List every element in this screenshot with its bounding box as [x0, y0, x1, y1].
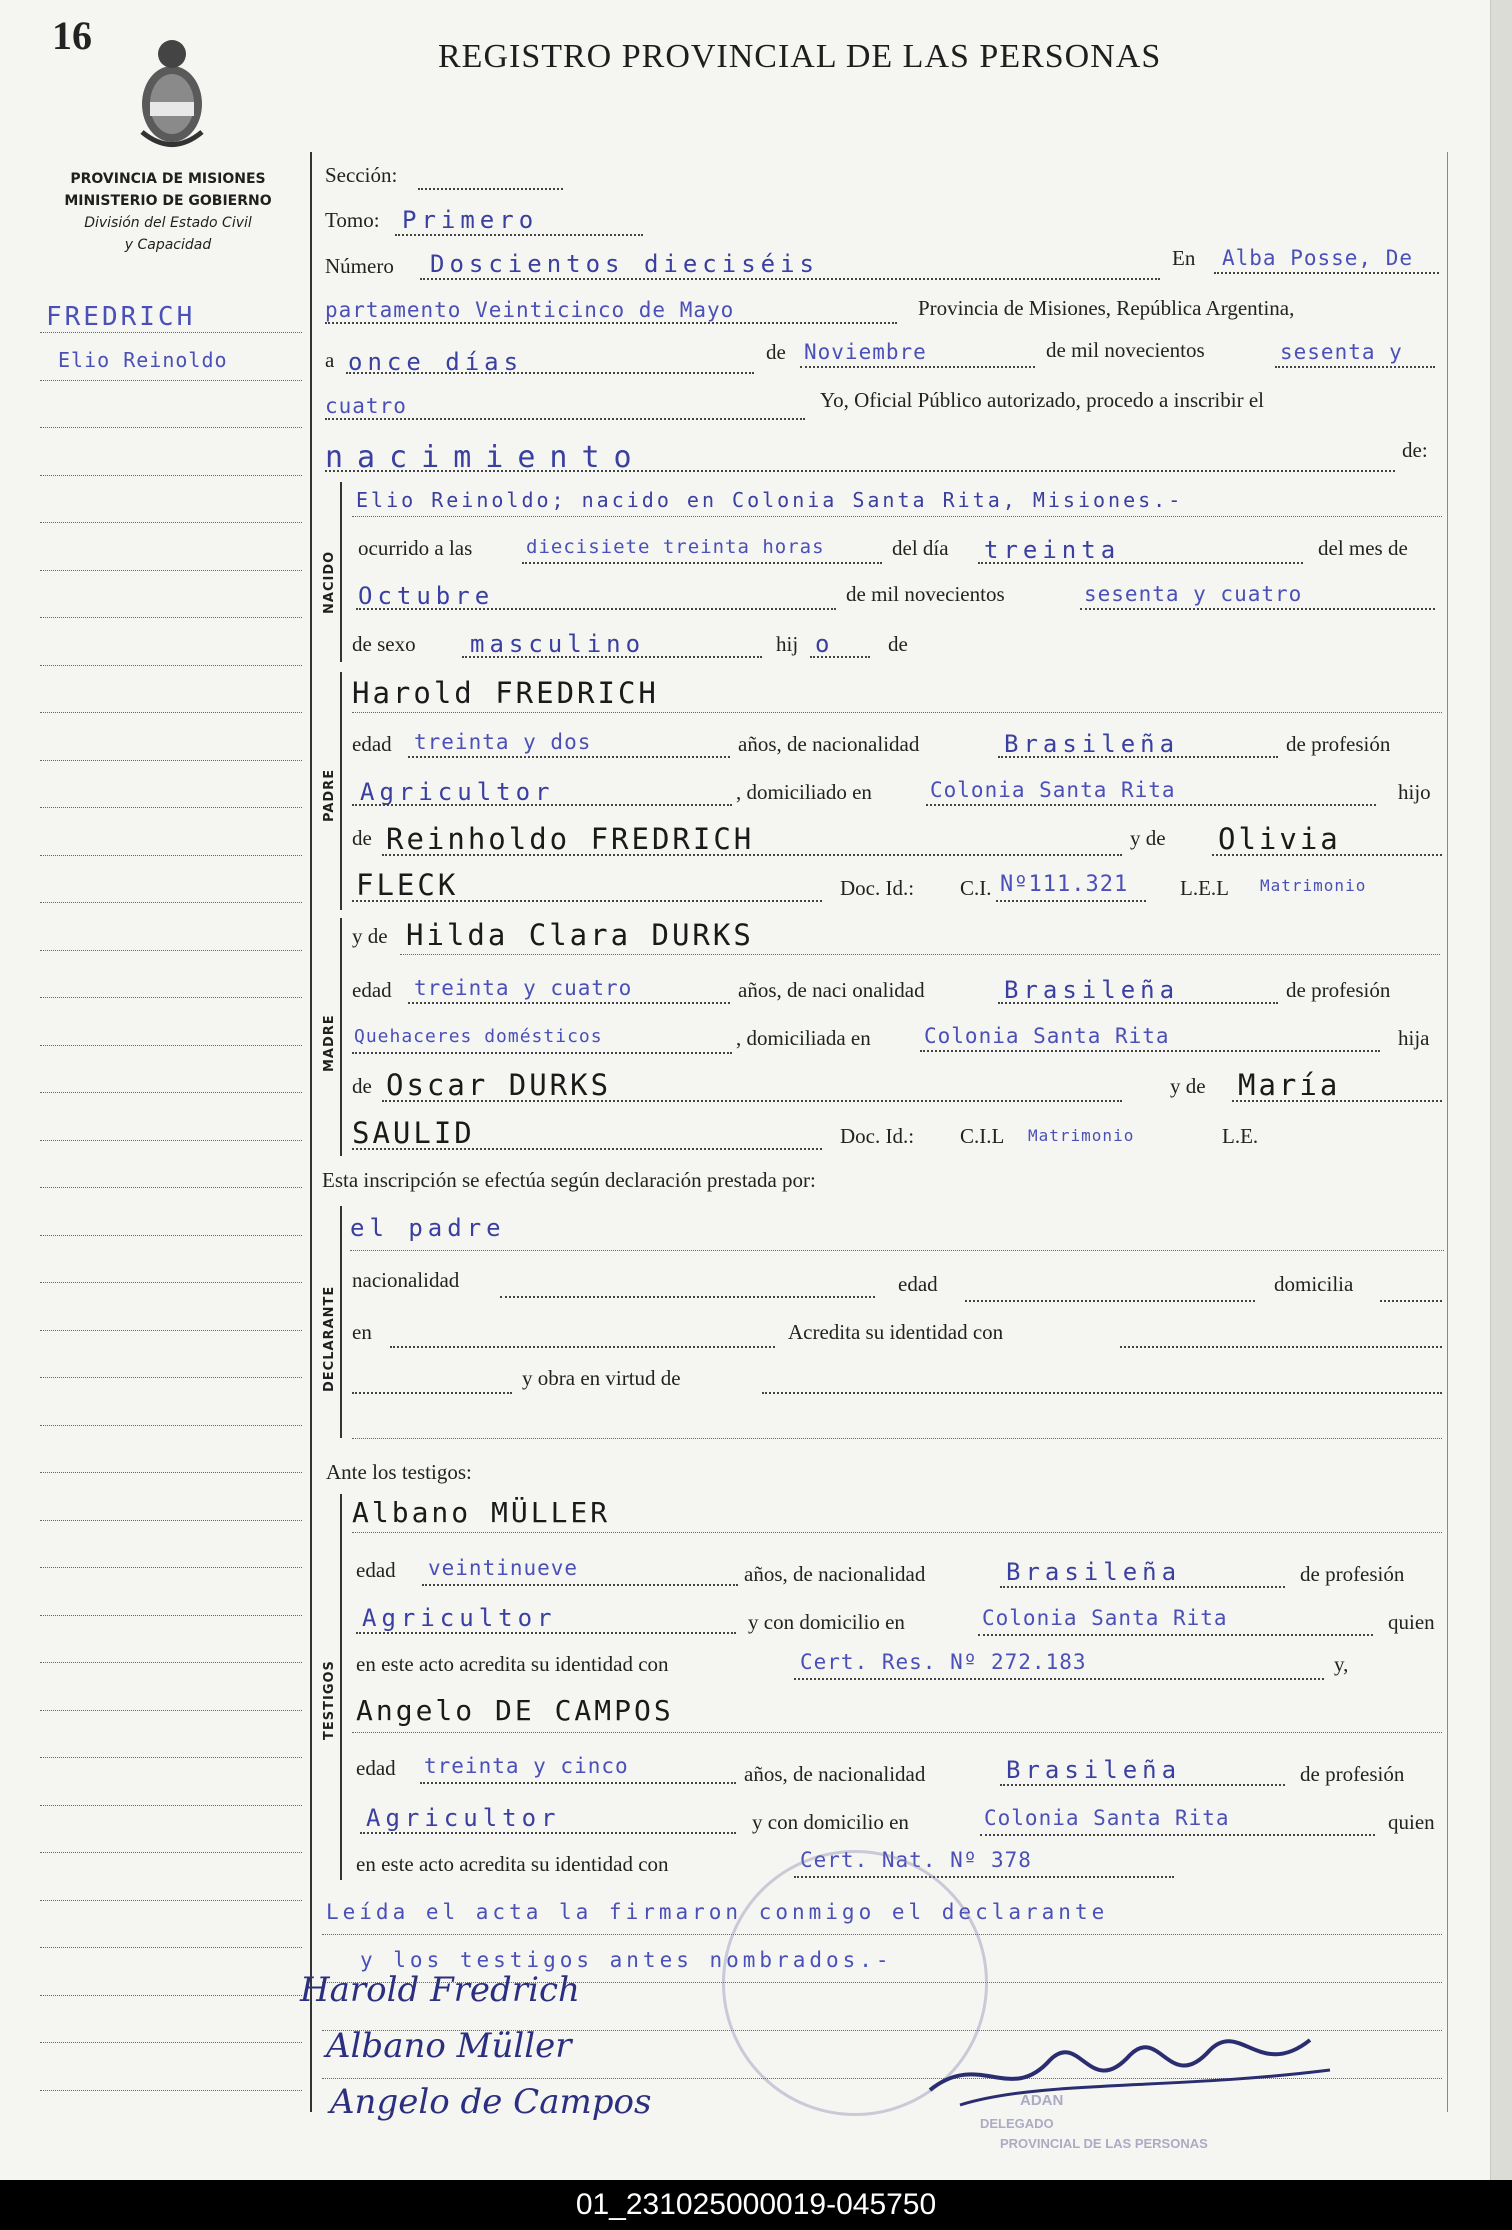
testigo2-nombre-line — [352, 1732, 1442, 1733]
departamento-field — [325, 322, 897, 324]
madre-hija-label: hija — [1398, 1026, 1430, 1050]
sexo-field — [462, 656, 762, 658]
stamp-office: PROVINCIAL DE LAS PERSONAS — [1000, 2136, 1208, 2151]
abuela-m-field-2 — [352, 1148, 822, 1150]
testigo1-prof-label: de profesión — [1300, 1562, 1405, 1586]
tomo-label: Tomo: — [325, 208, 380, 232]
margin-ruled-line — [40, 617, 302, 618]
signature-witness-2: Angelo de Campos — [330, 2082, 652, 2122]
decl-domicilia-field — [1380, 1300, 1442, 1302]
de-mil-label: de mil novecientos — [1046, 338, 1205, 362]
margin-ruled-line — [40, 997, 302, 998]
departamento-value: partamento Veinticinco de Mayo — [325, 298, 735, 322]
margin-ruled-line — [40, 1425, 302, 1426]
margin-ruled-line — [40, 1852, 302, 1853]
margin-ruled-line — [40, 1377, 302, 1378]
right-border-line — [1447, 152, 1448, 2112]
testigo2-dom-value: Colonia Santa Rita — [984, 1806, 1230, 1830]
margin-ruled-line — [40, 1805, 302, 1806]
abuelo-p-value: Reinholdo FREDRICH — [386, 822, 755, 856]
de-mil2-label: de mil novecientos — [846, 582, 1005, 606]
testigo2-nombre: Angelo DE CAMPOS — [356, 1694, 674, 1727]
mes-field — [800, 366, 1035, 368]
abuela-p-value-1: Olivia — [1218, 822, 1341, 856]
declarante-value: el padre — [350, 1214, 506, 1242]
margin-ruled-line — [40, 570, 302, 571]
testigo1-doc-value: Cert. Res. Nº 272.183 — [800, 1650, 1087, 1674]
hora-value: diecisiete treinta horas — [526, 536, 825, 558]
decl-obra-label: y obra en virtud de — [522, 1366, 681, 1390]
abuela-p-value-2: FLECK — [356, 868, 459, 902]
testigo1-nac-field — [1000, 1586, 1285, 1588]
testigos-side-label: TESTIGOS — [322, 1660, 337, 1740]
testigos-bracket — [340, 1494, 342, 1880]
testigo1-y-label: y, — [1334, 1652, 1349, 1676]
madre-le-label: L.E. — [1222, 1124, 1259, 1148]
testigo1-edad-field — [422, 1584, 738, 1586]
testigo1-edad-value: veintinueve — [428, 1556, 579, 1580]
padre-side-label: PADRE — [322, 768, 337, 822]
coat-of-arms-icon — [130, 32, 214, 152]
margin-ruled-line — [40, 712, 302, 713]
sexo-value: masculino — [470, 630, 646, 658]
testigo2-prof-value: Agricultor — [366, 1804, 561, 1832]
decl-acredita-field — [1120, 1346, 1442, 1348]
tomo-value: Primero — [402, 206, 539, 234]
testigo1-acredita-label: en este acto acredita su identidad con — [356, 1652, 669, 1676]
decl-nacionalidad-label: nacionalidad — [352, 1268, 460, 1292]
decl-en-label: en — [352, 1320, 372, 1344]
margin-given-names: Elio Reinoldo — [58, 348, 228, 372]
abuela-m-field-1 — [1232, 1100, 1442, 1102]
margin-ruled-line — [40, 1757, 302, 1758]
testigo2-edad-field — [420, 1782, 736, 1784]
madre-prof-field — [352, 1052, 732, 1054]
mes-nac-field — [356, 608, 836, 610]
lugar-value: Alba Posse, De — [1222, 246, 1414, 270]
padre-ci-field — [996, 900, 1146, 902]
margin-ruled-line — [40, 1140, 302, 1141]
padre-edad-field — [408, 756, 730, 758]
testigo2-dom-label: y con domicilio en — [752, 1810, 909, 1834]
hijo-suffix: o — [815, 630, 835, 658]
abuelo-p-de-label: de — [352, 826, 372, 850]
padre-ci-value: Nº111.321 — [1000, 872, 1129, 897]
testigo2-acredita-label: en este acto acredita su identidad con — [356, 1852, 669, 1876]
margin-ruled-line — [40, 1947, 302, 1948]
stamp-name: ADAN — [1020, 2092, 1064, 2109]
margin-ruled-line — [40, 522, 302, 523]
margin-ruled-line — [40, 1995, 302, 1996]
padre-lel-value: Matrimonio — [1260, 876, 1367, 895]
decl-acredita-label: Acredita su identidad con — [788, 1320, 1004, 1344]
header-line: PROVINCIA DE MISIONES — [70, 171, 266, 187]
margin-ruled-line — [40, 2090, 302, 2091]
decl-obra-field — [762, 1392, 1442, 1394]
image-footer: 01_231025000019-045750 — [0, 2180, 1512, 2230]
padre-prof-field — [352, 804, 732, 806]
padre-prof-value: Agricultor — [360, 778, 555, 806]
madre-prof-value: Quehaceres domésticos — [354, 1026, 603, 1047]
acto-field — [325, 470, 1395, 472]
testigo1-edad-label: edad — [356, 1558, 396, 1582]
testigo1-anos-label: años, de nacionalidad — [744, 1562, 926, 1586]
declarante-bottom-line — [352, 1438, 1442, 1439]
abuelo-m-de-label: de — [352, 1074, 372, 1098]
seccion-field — [418, 188, 563, 190]
testigo1-prof-value: Agricultor — [362, 1604, 557, 1632]
madre-side-label: MADRE — [322, 1014, 337, 1072]
margin-ruled-line — [40, 902, 302, 903]
padre-edad-value: treinta y dos — [414, 730, 592, 754]
de-label: de — [766, 340, 786, 364]
madre-dom-value: Colonia Santa Rita — [924, 1024, 1170, 1048]
madre-y-de2-label: y de — [1170, 1074, 1206, 1098]
del-mes-label: del mes de — [1318, 536, 1408, 560]
madre-nombre: Hilda Clara DURKS — [406, 918, 754, 952]
margin-ruled-line — [40, 1520, 302, 1521]
abuelo-p-field — [382, 854, 1122, 856]
margin-ruled-line — [40, 380, 302, 381]
margin-ruled-line — [40, 1045, 302, 1046]
nacido-nombre-line — [352, 516, 1442, 517]
madre-dom-field — [920, 1050, 1380, 1052]
nacido-side-label: NACIDO — [322, 550, 337, 614]
document-title: REGISTRO PROVINCIAL DE LAS PERSONAS — [438, 38, 1162, 75]
madre-nombre-line — [400, 954, 1440, 955]
margin-ruled-line — [40, 1662, 302, 1663]
padre-nombre: Harold FREDRICH — [352, 676, 659, 710]
padre-dom-label: , domiciliado en — [736, 780, 872, 804]
madre-y-de-label: y de — [352, 924, 388, 948]
testigo2-nac-field — [1000, 1784, 1285, 1786]
margin-ruled-line — [40, 760, 302, 761]
signature-father: Harold Fredrich — [300, 1970, 580, 2010]
testigo1-quien-label: quien — [1388, 1610, 1435, 1634]
margin-ruled-line — [40, 1187, 302, 1188]
testigo2-edad-label: edad — [356, 1756, 396, 1780]
main-border-line — [310, 152, 312, 2112]
inscripcion-text: Esta inscripción se efectúa según declaración prestada por: — [322, 1168, 816, 1192]
margin-ruled-line — [40, 475, 302, 476]
header-line: y Capacidad — [124, 237, 212, 253]
madre-nac-field — [998, 1002, 1278, 1004]
margin-ruled-line — [40, 1567, 302, 1568]
testigo2-prof-label: de profesión — [1300, 1762, 1405, 1786]
cierre-linea-2: y los testigos antes nombrados.- — [360, 1948, 893, 1972]
declarante-side-label: DECLARANTE — [322, 1285, 337, 1392]
madre-prof-label: de profesión — [1286, 978, 1391, 1002]
yo-text: Yo, Oficial Público autorizado, procedo a inscribir el — [820, 388, 1265, 412]
declarante-line — [350, 1250, 1444, 1251]
cierre-linea-1: Leída el acta la firmaron conmigo el declarante — [326, 1900, 1109, 1924]
official-signature-icon — [920, 2010, 1340, 2120]
madre-edad-value: treinta y cuatro — [414, 976, 633, 1000]
anio-value-2: cuatro — [325, 394, 407, 418]
padre-y-de-label: y de — [1130, 826, 1166, 850]
margin-ruled-line — [40, 855, 302, 856]
provincia-text: Provincia de Misiones, República Argentina, — [918, 296, 1295, 320]
padre-doc-label: Doc. Id.: — [840, 876, 915, 900]
header-line: División del Estado Civil — [84, 215, 252, 231]
padre-hijo-label: hijo — [1398, 780, 1431, 804]
testigo1-doc-field — [794, 1678, 1324, 1680]
margin-ruled-line — [40, 427, 302, 428]
de2-label: de — [888, 632, 908, 656]
padre-lel-label: L.E.L — [1180, 876, 1229, 900]
padre-prof-label: de profesión — [1286, 732, 1391, 756]
decl-nacionalidad-field — [500, 1296, 875, 1298]
abuela-m-value-1: María — [1238, 1068, 1341, 1102]
margin-ruled-line — [40, 1615, 302, 1616]
madre-cil-value: Matrimonio — [1028, 1126, 1135, 1145]
testigo2-prof-field — [360, 1832, 736, 1834]
abuelo-m-field — [382, 1100, 1122, 1102]
testigo1-nombre: Albano MÜLLER — [352, 1496, 611, 1529]
declarante-bracket — [340, 1206, 342, 1438]
testigo1-prof-field — [356, 1632, 736, 1634]
left-header — [28, 168, 308, 256]
acto-value: nacimiento — [325, 440, 646, 475]
madre-nac-value: Brasileña — [1004, 976, 1180, 1004]
abuela-m-value-2: SAULID — [352, 1116, 475, 1150]
testigo2-edad-value: treinta y cinco — [424, 1754, 629, 1778]
decl-en-field — [390, 1346, 775, 1348]
madre-anos-label: años, de naci onalidad — [738, 978, 925, 1002]
testigo2-anos-label: años, de nacionalidad — [744, 1762, 926, 1786]
margin-ruled-line — [40, 1282, 302, 1283]
hora-field — [522, 562, 882, 564]
page-edge — [1490, 0, 1512, 2180]
seccion-label: Sección: — [325, 163, 398, 187]
anio-nac-field — [1080, 608, 1435, 610]
testigo2-dom-field — [980, 1834, 1375, 1836]
nacido-nombre — [356, 484, 1183, 514]
de-colon-label: de: — [1402, 438, 1428, 462]
dia-field — [346, 372, 754, 374]
testigo1-nac-value: Brasileña — [1006, 1558, 1182, 1586]
anio-field-1 — [1275, 366, 1435, 368]
ocurrido-label: ocurrido a las — [358, 536, 473, 560]
lugar-field — [1214, 272, 1439, 274]
stamp-title: DELEGADO — [980, 2116, 1054, 2131]
margin-ruled-line — [40, 950, 302, 951]
madre-doc-label: Doc. Id.: — [840, 1124, 915, 1148]
testigo1-nombre-line — [352, 1532, 1442, 1533]
nacido-nombre-text: Elio Reinoldo; nacido en Colonia Santa Rita, Misiones.- — [356, 488, 1184, 512]
margin-ruled-line — [40, 665, 302, 666]
testigo2-doc-value: Cert. Nat. Nº 378 — [800, 1848, 1032, 1872]
en-label: En — [1172, 246, 1196, 270]
abuela-p-field-1 — [1212, 854, 1442, 856]
decl-edad-label: edad — [898, 1272, 938, 1296]
mes-nac-value: Octubre — [358, 582, 495, 610]
testigo1-dom-label: y con domicilio en — [748, 1610, 905, 1634]
padre-dom-field — [926, 804, 1376, 806]
hij-label: hij — [776, 632, 799, 656]
margin-ruled-line — [40, 2042, 302, 2043]
margin-ruled-line — [40, 332, 302, 333]
testigo1-dom-value: Colonia Santa Rita — [982, 1606, 1228, 1630]
testigo2-quien-label: quien — [1388, 1810, 1435, 1834]
madre-edad-field — [408, 1002, 730, 1004]
madre-cil-label: C.I.L — [960, 1124, 1005, 1148]
padre-nac-field — [998, 756, 1278, 758]
madre-dom-label: , domiciliada en — [736, 1026, 871, 1050]
margin-surname: FREDRICH — [46, 302, 196, 332]
numero-field — [420, 278, 1160, 280]
de-sexo-label: de sexo — [352, 632, 416, 656]
decl-domicilia-label: domicilia — [1274, 1272, 1354, 1296]
madre-edad-label: edad — [352, 978, 392, 1002]
testigos-text: Ante los testigos: — [326, 1460, 472, 1484]
dia-nac-field — [978, 562, 1303, 564]
abuela-p-field-2 — [352, 900, 822, 902]
madre-bracket — [340, 918, 342, 1156]
margin-ruled-line — [40, 1472, 302, 1473]
numero-value: Doscientos dieciséis — [430, 250, 819, 278]
padre-dom-value: Colonia Santa Rita — [930, 778, 1176, 802]
anio-field-2 — [325, 418, 805, 420]
numero-label: Número — [325, 254, 394, 278]
padre-anos-label: años, de nacionalidad — [738, 732, 920, 756]
page-number: 16 — [52, 13, 92, 58]
mes-value: Noviembre — [804, 340, 927, 364]
abuelo-m-value: Oscar DURKS — [386, 1068, 612, 1102]
margin-ruled-line — [40, 1092, 302, 1093]
margin-ruled-line — [40, 1900, 302, 1901]
del-dia-label: del día — [892, 536, 949, 560]
header-line: MINISTERIO DE GOBIERNO — [64, 193, 272, 209]
padre-ci-label: C.I. — [960, 876, 992, 900]
margin-ruled-line — [40, 807, 302, 808]
dia-nac-value: treinta — [984, 536, 1121, 564]
padre-edad-label: edad — [352, 732, 392, 756]
testigo2-nac-value: Brasileña — [1006, 1756, 1182, 1784]
padre-nombre-line — [352, 712, 1442, 713]
margin-ruled-line — [40, 1235, 302, 1236]
margin-ruled-line — [40, 1710, 302, 1711]
a-label: a — [325, 348, 335, 372]
padre-bracket — [340, 672, 342, 910]
hijo-field — [810, 656, 870, 658]
padre-nac-value: Brasileña — [1004, 730, 1180, 758]
tomo-field — [395, 234, 643, 236]
anio-nac-value: sesenta y cuatro — [1084, 582, 1303, 606]
decl-edad-field — [965, 1300, 1255, 1302]
testigo1-dom-field — [978, 1634, 1373, 1636]
margin-ruled-line — [40, 1330, 302, 1331]
signature-witness-1: Albano Müller — [326, 2026, 572, 2066]
dia-value: once días — [348, 348, 524, 376]
nacido-bracket — [340, 482, 342, 662]
anio-value-1: sesenta y — [1280, 340, 1403, 364]
decl-obra-pre-field — [352, 1392, 512, 1394]
